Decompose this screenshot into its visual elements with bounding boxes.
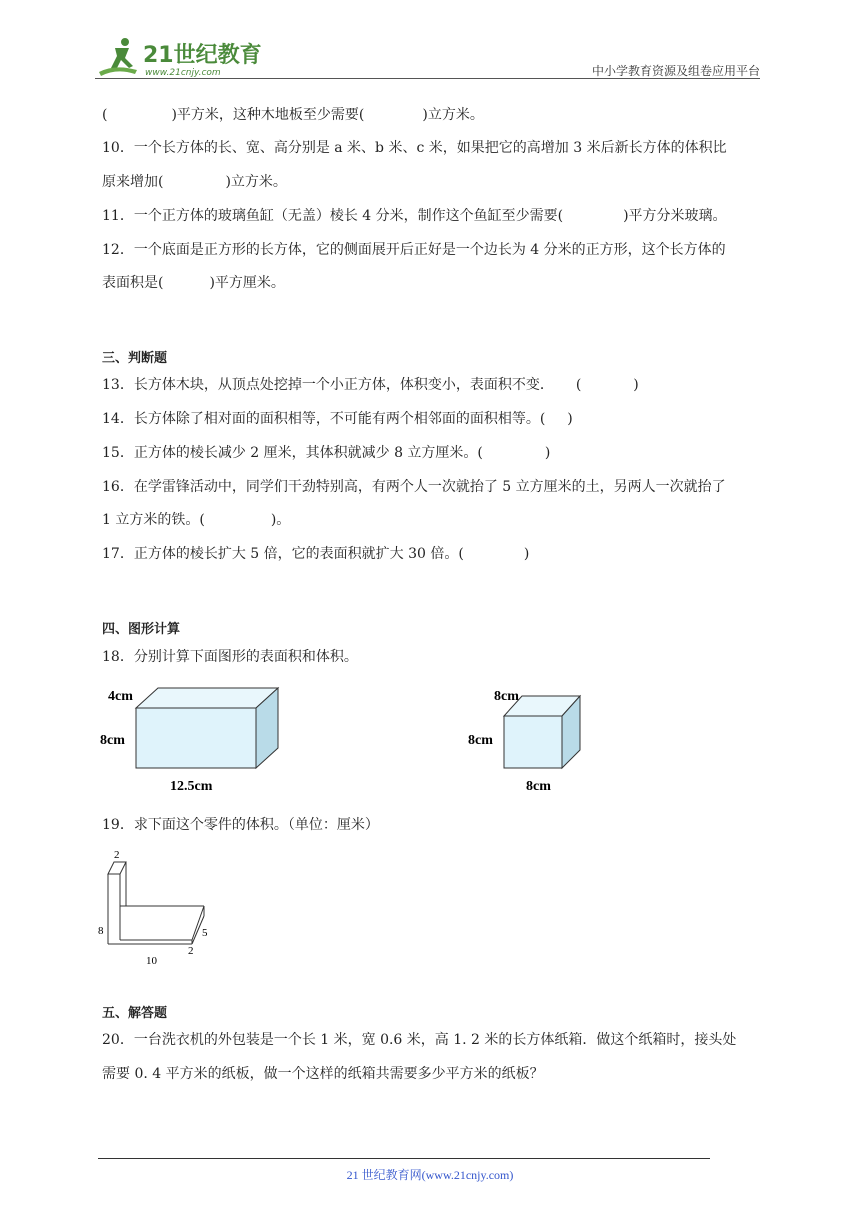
- text: 11．一个正方体的玻璃鱼缸（无盖）棱长 4 分米，制作这个鱼缸至少需要(: [102, 208, 564, 224]
- footer-link[interactable]: 21 世纪教育网(www.21cnjy.com): [346, 1168, 514, 1182]
- header-platform-text: 中小学教育资源及组卷应用平台: [591, 64, 760, 78]
- dim-label: 12.5cm: [170, 779, 213, 794]
- text: )。: [270, 512, 291, 528]
- q9-tail: [102, 105, 484, 125]
- text: )平方厘米。: [209, 275, 285, 291]
- q16-line2: [102, 510, 290, 530]
- text: )立方米。: [225, 174, 287, 190]
- text: 14．长方体除了相对面的面积相等，不可能有两个相邻面的面积相等。(: [102, 411, 546, 427]
- q12-line1: 12．一个底面是正方形的长方体，它的侧面展开后正好是一个边长为 4 分米的正方形，这个长方体的: [102, 242, 726, 258]
- q10-line1: 10．一个长方体的长、宽、高分别是 a 米、b 米、c 米，如果把它的高增加 3 米后新长方体的体积比: [102, 140, 727, 156]
- logo-graphic: [95, 34, 265, 78]
- q14: [102, 409, 573, 429]
- text: ): [567, 411, 573, 427]
- dim-label: 8cm: [526, 779, 551, 794]
- text: )平方米，这种木地板至少需要(: [171, 107, 365, 123]
- dim-label: 8cm: [494, 689, 519, 704]
- dim-label: 8cm: [468, 733, 493, 748]
- header-divider: [95, 78, 760, 79]
- site-logo[interactable]: [95, 34, 265, 82]
- logo-text: 21世纪教育: [143, 43, 262, 68]
- q11: [102, 206, 727, 226]
- q10-line2: [102, 172, 287, 192]
- footer-divider: [98, 1158, 710, 1159]
- figure-cube: [468, 684, 588, 800]
- section-title-answer: 五、解答题: [102, 1006, 168, 1021]
- section-title-calc: 四、图形计算: [102, 622, 181, 637]
- logo-url: www.21cnjy.com: [145, 68, 221, 78]
- q12-line2: [102, 273, 285, 293]
- text: 1 立方米的铁。(: [102, 512, 205, 528]
- dim-label: 2: [188, 945, 194, 957]
- dim-label: 5: [202, 927, 208, 939]
- text: 17．正方体的棱长扩大 5 倍，它的表面积就扩大 30 倍。(: [102, 546, 464, 562]
- text: 原来增加(: [102, 174, 164, 190]
- figure-l-part: [96, 846, 216, 974]
- q19: 19．求下面这个零件的体积。（单位：厘米）: [102, 817, 379, 833]
- page-header: [95, 30, 760, 80]
- dim-label: 4cm: [108, 689, 133, 704]
- figure-cuboid: [100, 684, 290, 800]
- text: )立方米。: [422, 107, 484, 123]
- text: ): [633, 377, 639, 393]
- text: 13．长方体木块，从顶点处挖掉一个小正方体，体积变小，表面积不变．: [102, 377, 554, 393]
- dim-label: 8: [98, 925, 104, 937]
- q13: [102, 375, 639, 395]
- text: )平方分米玻璃。: [623, 208, 727, 224]
- text: 表面积是(: [102, 275, 164, 291]
- q20-line2: 需要 0. 4 平方米的纸板，做一个这样的纸箱共需要多少平方米的纸板？: [102, 1066, 544, 1082]
- dim-label: 2: [114, 849, 120, 861]
- section-title-judge: 三、判断题: [102, 351, 168, 366]
- q18: 18．分别计算下面图形的表面积和体积。: [102, 649, 358, 665]
- dim-label: 10: [146, 955, 157, 967]
- text: (: [102, 107, 108, 123]
- dim-label: 8cm: [100, 733, 125, 748]
- q15: [102, 443, 550, 463]
- q16-line1: 16．在学雷锋活动中，同学们干劲特别高，有两个人一次就抬了 5 立方厘米的土，另两人一次就抬了: [102, 479, 726, 495]
- text: ): [544, 445, 551, 461]
- text: (: [575, 377, 582, 393]
- text: ): [523, 546, 530, 562]
- text: 15．正方体的棱长减少 2 厘米，其体积就减少 8 立方厘米。(: [102, 445, 483, 461]
- q17: [102, 544, 529, 564]
- q20-line1: 20．一台洗衣机的外包装是一个长 1 米，宽 0.6 米，高 1. 2 米的长方体纸箱．做这个纸箱时，接头处: [102, 1032, 737, 1048]
